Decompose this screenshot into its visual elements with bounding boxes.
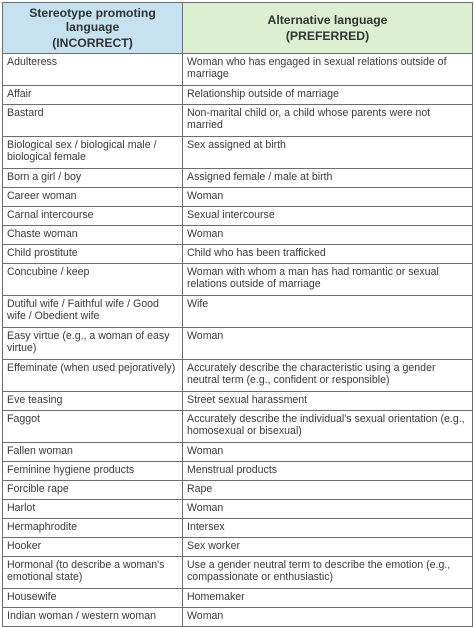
alternative-cell: Relationship outside of marriage [183, 86, 473, 105]
term-cell: Feminine hygiene products [3, 462, 183, 481]
table-row [3, 411, 473, 443]
table-row [3, 54, 473, 86]
table-row [3, 207, 473, 226]
header-preferred [183, 3, 473, 54]
term-cell: Effeminate (when used pejoratively) [3, 360, 183, 392]
term-cell: Forcible rape [3, 481, 183, 500]
alternative-cell: Assigned female / male at birth [183, 169, 473, 188]
alternative-cell: Woman who has engaged in sexual relations outside of marriage [183, 54, 473, 86]
term-cell: Adulteress [3, 54, 183, 86]
table-row [3, 538, 473, 557]
table-row [3, 245, 473, 264]
alternative-cell: Accurately describe the characteristic using a gender neutral term (e.g., confident or responsible) [183, 360, 473, 392]
alternative-cell: Sexual intercourse [183, 207, 473, 226]
table-row [3, 519, 473, 538]
table-row [3, 589, 473, 608]
table-row [3, 226, 473, 245]
term-cell: Child prostitute [3, 245, 183, 264]
term-cell: Concubine / keep [3, 264, 183, 296]
table-row [3, 500, 473, 519]
table-row [3, 169, 473, 188]
table-row [3, 328, 473, 360]
term-cell: Harlot [3, 500, 183, 519]
table-row [3, 137, 473, 169]
alternative-cell: Rape [183, 481, 473, 500]
term-cell: Hormonal (to describe a woman's emotional state) [3, 557, 183, 589]
term-cell: Easy virtue (e.g., a woman of easy virtue) [3, 328, 183, 360]
alternative-cell: Sex assigned at birth [183, 137, 473, 169]
term-cell: Dutiful wife / Faithful wife / Good wife / Obedient wife [3, 296, 183, 328]
header-preferred-line1: Alternative language [267, 13, 388, 27]
table-row [3, 443, 473, 462]
alternative-cell: Wife [183, 296, 473, 328]
term-cell: Career woman [3, 188, 183, 207]
header-incorrect-line3: (INCORRECT) [52, 36, 133, 50]
term-cell: Bastard [3, 105, 183, 137]
term-cell: Eve teasing [3, 392, 183, 411]
table-row [3, 296, 473, 328]
alternative-cell: Use a gender neutral term to describe the emotion (e.g., compassionate or enthusiastic) [183, 557, 473, 589]
table-row [3, 86, 473, 105]
document-page [2, 2, 472, 622]
header-row [3, 3, 473, 54]
alternative-cell: Sex worker [183, 538, 473, 557]
alternative-cell: Woman [183, 226, 473, 245]
term-cell: Indian woman / western woman [3, 608, 183, 627]
table-row [3, 608, 473, 627]
alternative-cell: Woman [183, 443, 473, 462]
term-cell: Carnal intercourse [3, 207, 183, 226]
term-cell: Chaste woman [3, 226, 183, 245]
alternative-cell: Homemaker [183, 589, 473, 608]
language-table [2, 2, 473, 627]
alternative-cell: Accurately describe the individual's sexual orientation (e.g., homosexual or bisexual) [183, 411, 473, 443]
term-cell: Affair [3, 86, 183, 105]
term-cell: Faggot [3, 411, 183, 443]
alternative-cell: Woman [183, 500, 473, 519]
table-row [3, 105, 473, 137]
table-row [3, 462, 473, 481]
term-cell: Born a girl / boy [3, 169, 183, 188]
alternative-cell: Woman [183, 328, 473, 360]
alternative-cell: Menstrual products [183, 462, 473, 481]
header-incorrect-line1: Stereotype promoting [29, 6, 156, 20]
table-row [3, 264, 473, 296]
table-row [3, 360, 473, 392]
alternative-cell: Intersex [183, 519, 473, 538]
term-cell: Biological sex / biological male / biological female [3, 137, 183, 169]
alternative-cell: Child who has been trafficked [183, 245, 473, 264]
header-incorrect-line2: language [65, 20, 120, 34]
alternative-cell: Woman [183, 188, 473, 207]
alternative-cell: Non-marital child or, a child whose parents were not married [183, 105, 473, 137]
table-row [3, 188, 473, 207]
header-incorrect [3, 3, 183, 54]
alternative-cell: Street sexual harassment [183, 392, 473, 411]
header-preferred-line2: (PREFERRED) [285, 29, 370, 43]
table-row [3, 392, 473, 411]
table-row [3, 481, 473, 500]
term-cell: Housewife [3, 589, 183, 608]
term-cell: Hooker [3, 538, 183, 557]
term-cell: Fallen woman [3, 443, 183, 462]
term-cell: Hermaphrodite [3, 519, 183, 538]
alternative-cell: Woman with whom a man has had romantic or sexual relations outside of marriage [183, 264, 473, 296]
table-row [3, 557, 473, 589]
alternative-cell: Woman [183, 608, 473, 627]
